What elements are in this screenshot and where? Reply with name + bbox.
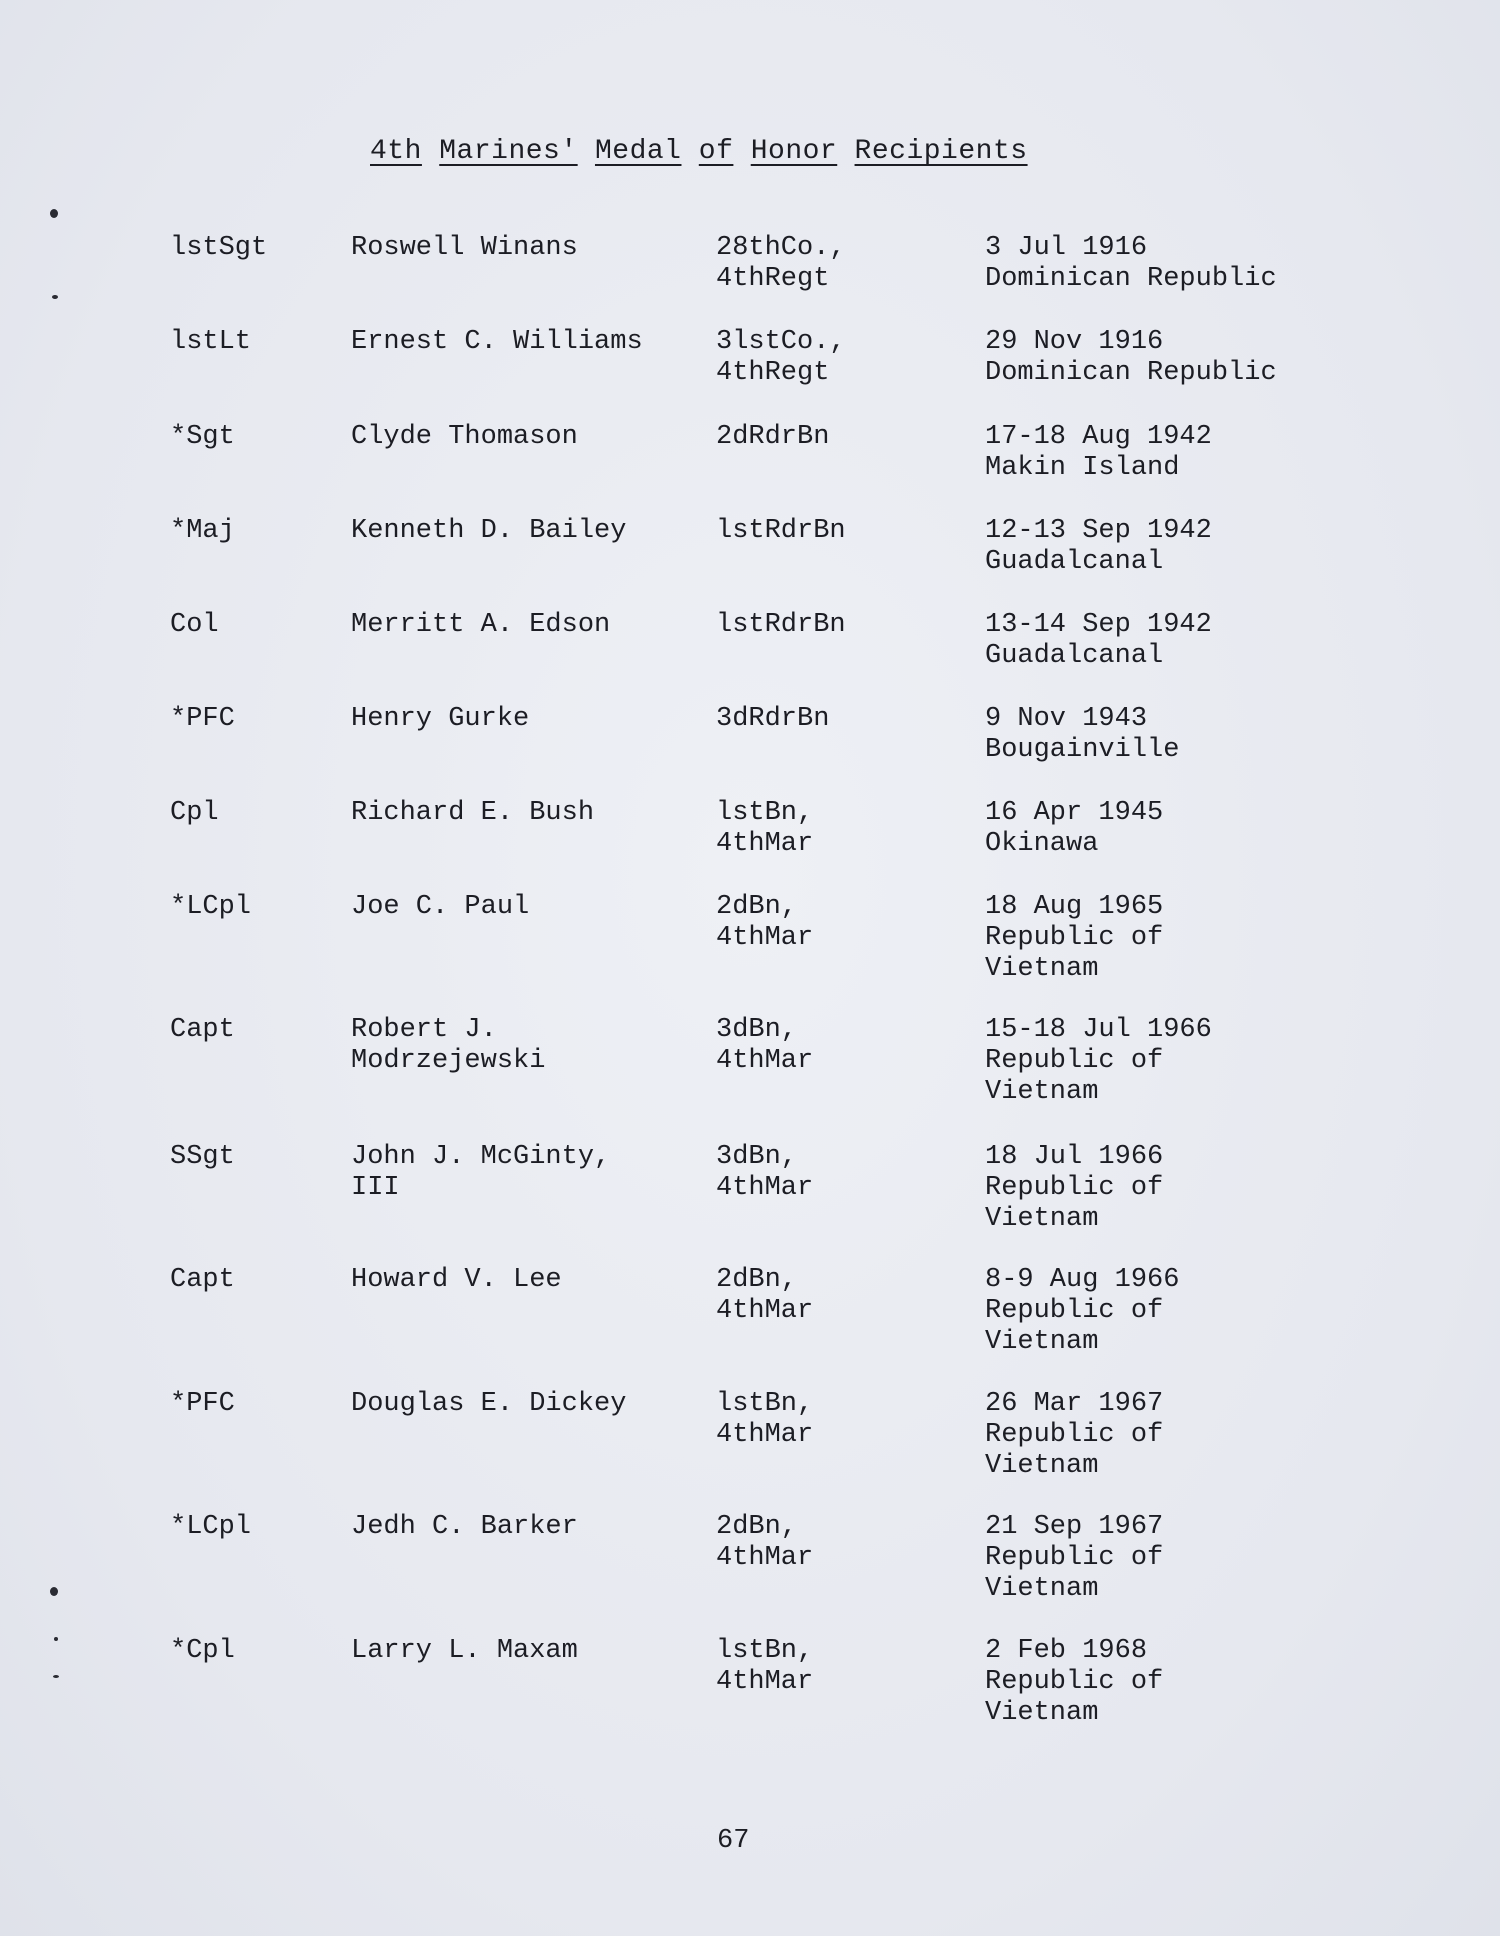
unit-cell-line: 4thMar — [716, 1046, 814, 1076]
action-cell — [985, 1265, 1179, 1358]
unit-cell-line: lstBn, — [716, 1389, 814, 1419]
name-cell-line: Merritt A. Edson — [351, 610, 611, 640]
title-word: 4th — [370, 136, 422, 167]
rank-cell-line: Col — [170, 610, 219, 640]
unit-cell-line: 4thMar — [716, 1543, 814, 1573]
rank-cell-line: Cpl — [170, 798, 219, 828]
unit-cell-line: 2dBn, — [716, 892, 798, 922]
name-cell-line: Douglas E. Dickey — [351, 1389, 627, 1419]
unit-cell — [716, 1142, 813, 1204]
unit-cell — [716, 1389, 813, 1451]
action-cell-line: 17-18 Aug 1942 — [985, 422, 1212, 452]
unit-cell — [716, 1512, 813, 1574]
action-cell-line: Republic of — [985, 1667, 1164, 1697]
action-cell — [985, 1142, 1163, 1235]
action-cell-line: Vietnam — [985, 1327, 1099, 1357]
action-cell-line: Guadalcanal — [985, 547, 1164, 577]
name-cell — [351, 1636, 578, 1667]
action-cell-line: Republic of — [985, 1543, 1164, 1573]
rank-cell-line: SSgt — [170, 1142, 235, 1172]
action-cell-line: 3 Jul 1916 — [985, 233, 1148, 263]
name-cell — [351, 798, 594, 829]
unit-cell-line: lstRdrBn — [716, 610, 846, 640]
name-cell — [351, 1015, 545, 1077]
name-cell — [351, 1265, 562, 1296]
scan-speck — [52, 295, 58, 299]
action-cell-line: Guadalcanal — [985, 641, 1164, 671]
name-cell-line: Howard V. Lee — [351, 1265, 562, 1295]
action-cell-line: Republic of — [985, 1173, 1164, 1203]
unit-cell-line: 4thRegt — [716, 358, 830, 388]
name-cell-line: Clyde Thomason — [351, 422, 578, 452]
name-cell-line: Richard E. Bush — [351, 798, 595, 828]
rank-cell — [170, 327, 251, 358]
unit-cell-line: lstBn, — [716, 1636, 814, 1666]
unit-cell — [716, 327, 846, 389]
unit-cell-line: 28thCo., — [716, 233, 846, 263]
action-cell — [985, 516, 1212, 578]
name-cell-line: III — [351, 1173, 400, 1203]
action-cell-line: Okinawa — [985, 829, 1099, 859]
rank-cell — [170, 422, 235, 453]
unit-cell-line: lstBn, — [716, 798, 814, 828]
unit-cell — [716, 798, 813, 860]
rank-cell-line: Capt — [170, 1265, 235, 1295]
action-cell-line: Vietnam — [985, 954, 1099, 984]
rank-cell — [170, 233, 267, 264]
name-cell-line: Modrzejewski — [351, 1046, 546, 1076]
rank-cell — [170, 704, 235, 735]
action-cell-line: Dominican Republic — [985, 264, 1277, 294]
action-cell-line: 15-18 Jul 1966 — [985, 1015, 1212, 1045]
unit-cell-line: 4thMar — [716, 1667, 814, 1697]
action-cell — [985, 704, 1179, 766]
action-cell-line: Dominican Republic — [985, 358, 1277, 388]
name-cell-line: Roswell Winans — [351, 233, 578, 263]
unit-cell-line: 4thMar — [716, 923, 814, 953]
unit-cell-line: 3dRdrBn — [716, 704, 830, 734]
rank-cell-line: lstSgt — [170, 233, 268, 263]
name-cell-line: Larry L. Maxam — [351, 1636, 578, 1666]
action-cell-line: 13-14 Sep 1942 — [985, 610, 1212, 640]
name-cell-line: Kenneth D. Bailey — [351, 516, 627, 546]
rank-cell-line: lstLt — [170, 327, 252, 357]
page-title — [370, 136, 1028, 167]
unit-cell-line: 3lstCo., — [716, 327, 846, 357]
rank-cell-line: *Cpl — [170, 1636, 235, 1666]
rank-cell — [170, 516, 235, 547]
name-cell — [351, 233, 578, 264]
unit-cell-line: 2dBn, — [716, 1512, 798, 1542]
action-cell — [985, 233, 1277, 295]
action-cell — [985, 798, 1163, 860]
page-number: 67 — [717, 1826, 750, 1856]
action-cell — [985, 422, 1212, 484]
rank-cell — [170, 798, 219, 829]
unit-cell-line: 2dRdrBn — [716, 422, 830, 452]
action-cell — [985, 892, 1163, 985]
unit-cell — [716, 892, 813, 954]
name-cell-line: Henry Gurke — [351, 704, 530, 734]
rank-cell-line: *PFC — [170, 704, 235, 734]
rank-cell — [170, 610, 219, 641]
unit-cell — [716, 1636, 813, 1698]
unit-cell-line: 4thMar — [716, 829, 814, 859]
name-cell — [351, 610, 610, 641]
rank-cell — [170, 1265, 235, 1296]
unit-cell-line: 4thMar — [716, 1420, 814, 1450]
unit-cell-line: 2dBn, — [716, 1265, 798, 1295]
unit-cell-line: 4thMar — [716, 1296, 814, 1326]
name-cell — [351, 1389, 626, 1420]
name-cell-line: Jedh C. Barker — [351, 1512, 578, 1542]
action-cell — [985, 327, 1277, 389]
rank-cell-line: *Sgt — [170, 422, 235, 452]
action-cell-line: Republic of — [985, 1296, 1164, 1326]
rank-cell-line: *Maj — [170, 516, 235, 546]
action-cell-line: 21 Sep 1967 — [985, 1512, 1164, 1542]
action-cell-line: Vietnam — [985, 1574, 1099, 1604]
title-word: Marines' — [439, 136, 578, 167]
unit-cell-line: 3dBn, — [716, 1015, 798, 1045]
action-cell-line: 9 Nov 1943 — [985, 704, 1148, 734]
action-cell-line: 26 Mar 1967 — [985, 1389, 1164, 1419]
unit-cell — [716, 1015, 813, 1077]
action-cell-line: 18 Jul 1966 — [985, 1142, 1164, 1172]
name-cell — [351, 422, 578, 453]
action-cell — [985, 1015, 1212, 1108]
unit-cell-line: 4thMar — [716, 1173, 814, 1203]
action-cell — [985, 610, 1212, 672]
unit-cell — [716, 704, 829, 735]
name-cell-line: Ernest C. Williams — [351, 327, 643, 357]
scan-speck — [50, 209, 58, 218]
name-cell-line: Robert J. — [351, 1015, 497, 1045]
unit-cell-line: 4thRegt — [716, 264, 830, 294]
action-cell — [985, 1389, 1163, 1482]
action-cell-line: Vietnam — [985, 1451, 1099, 1481]
rank-cell — [170, 1389, 235, 1420]
unit-cell-line: 3dBn, — [716, 1142, 798, 1172]
unit-cell — [716, 610, 846, 641]
action-cell-line: Bougainville — [985, 735, 1180, 765]
action-cell-line: 12-13 Sep 1942 — [985, 516, 1212, 546]
action-cell-line: Republic of — [985, 923, 1164, 953]
unit-cell — [716, 233, 846, 295]
scan-speck — [53, 1675, 59, 1678]
rank-cell-line: *PFC — [170, 1389, 235, 1419]
name-cell — [351, 704, 529, 735]
title-word: Recipients — [854, 136, 1028, 167]
rank-cell-line: *LCpl — [170, 1512, 252, 1542]
name-cell — [351, 892, 529, 923]
action-cell-line: Vietnam — [985, 1077, 1099, 1107]
action-cell-line: Republic of — [985, 1046, 1164, 1076]
unit-cell — [716, 516, 846, 547]
action-cell-line: Republic of — [985, 1420, 1164, 1450]
unit-cell — [716, 1265, 813, 1327]
scan-speck — [54, 1637, 58, 1641]
title-word: Honor — [750, 136, 838, 167]
action-cell — [985, 1512, 1163, 1605]
name-cell — [351, 516, 626, 547]
rank-cell — [170, 1015, 235, 1046]
unit-cell — [716, 422, 829, 453]
name-cell — [351, 1142, 610, 1204]
name-cell-line: Joe C. Paul — [351, 892, 530, 922]
rank-cell — [170, 1636, 235, 1667]
rank-cell — [170, 1142, 235, 1173]
action-cell-line: 18 Aug 1965 — [985, 892, 1164, 922]
name-cell — [351, 1512, 578, 1543]
title-word: of — [698, 136, 734, 167]
scan-speck — [50, 1587, 58, 1596]
title-word: Medal — [594, 136, 682, 167]
action-cell-line: 8-9 Aug 1966 — [985, 1265, 1180, 1295]
rank-cell-line: Capt — [170, 1015, 235, 1045]
action-cell-line: Vietnam — [985, 1204, 1099, 1234]
action-cell-line: Vietnam — [985, 1698, 1099, 1728]
action-cell-line: 29 Nov 1916 — [985, 327, 1164, 357]
rank-cell — [170, 892, 251, 923]
name-cell-line: John J. McGinty, — [351, 1142, 611, 1172]
rank-cell — [170, 1512, 251, 1543]
action-cell-line: 16 Apr 1945 — [985, 798, 1164, 828]
rank-cell-line: *LCpl — [170, 892, 252, 922]
action-cell-line: 2 Feb 1968 — [985, 1636, 1148, 1666]
unit-cell-line: lstRdrBn — [716, 516, 846, 546]
action-cell-line: Makin Island — [985, 453, 1180, 483]
name-cell — [351, 327, 643, 358]
action-cell — [985, 1636, 1163, 1729]
